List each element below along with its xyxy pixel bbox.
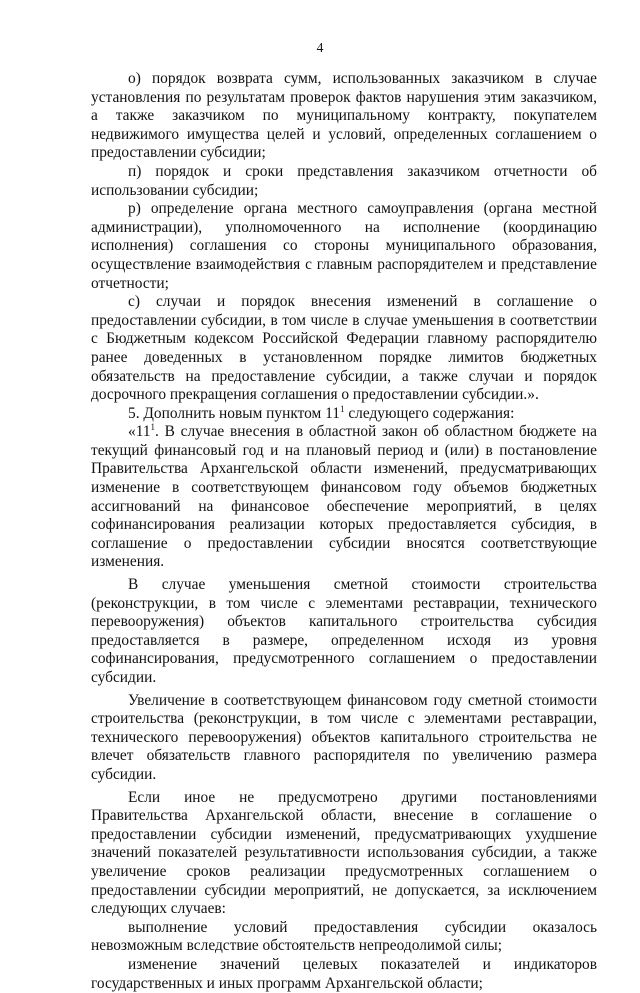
item11-superscript: 1 [150, 422, 156, 433]
item5-text-before: 5. Дополнить новым пунктом 11 [128, 404, 340, 422]
paragraph-item-r: р) определение органа местного самоуправления (органа местной администрации), уполномоченного на исполнение (координацию исполнения) соглашения со стороны муниципального образования, осуществление взаимодействия с главным распорядителем и представление отчетности; [91, 200, 597, 292]
paragraph-program-indicators: изменение значений целевых показателей и индикаторов государственных и иных программ Архангельской области; [91, 955, 597, 992]
paragraph-force-majeure: выполнение условий предоставления субсидии оказалось невозможным вследствие обстоятельств непреодолимой силы; [91, 918, 597, 955]
paragraph-item-11-1 [91, 423, 597, 572]
page-number: 4 [316, 40, 324, 55]
item11-text-before: «11 [128, 423, 151, 441]
item11-text-after: . В случае внесения в областной закон об областном бюджете на текущий финансовый год и на плановый период и (или) в постановление Правительства Архангельской области изменений, предусматривающих изменение в соответствующем финансовом году объемов бюджетных ассигнований на финансовое обеспечение мероприятий, в целях софинансирования реализации которых предоставляется субсидия, в соглашение о предоставлении субсидии вносятся соответствующие изменения. [91, 423, 597, 571]
item5-text-after: следующего содержания: [344, 404, 515, 422]
paragraph-item-o: о) порядок возврата сумм, использованных заказчиком в случае установления по результатам проверок фактов нарушения этим заказчиком, а также заказчиком по муниципальному контракту, покупателем недвижимого имущества целей и условий, определенных соглашением о предоставлении субсидии; [91, 70, 597, 162]
paragraph-cost-decrease: В случае уменьшения сметной стоимости строительства (реконструкции, в том числе с элементами реставрации, технического перевооружения) объектов капитального строительства субсидия предоставляется в размере, определенном исходя из уровня софинансирования, предусмотренного соглашением о предоставлении субсидии. [91, 576, 597, 686]
document-body [91, 70, 597, 993]
paragraph-cost-increase: Увеличение в соответствующем финансовом году сметной стоимости строительства (реконструкции, в том числе с элементами реставрации, технического перевооружения) объектов капитального строительства не влечет обязательств главного распорядителя по увеличению размера субсидии. [91, 691, 597, 783]
paragraph-item-5 [91, 405, 597, 424]
paragraph-item-s: с) случаи и порядок внесения изменений в соглашение о предоставлении субсидии, в том числе в случае уменьшения в соответствии с Бюджетным кодексом Российской Федерации главному распорядителю ранее доведенных в установленном порядке лимитов бюджетных обязательств на предоставление субсидии, а также случаи и порядок досрочного прекращения соглашения о предоставлении субсидии.». [91, 293, 597, 404]
paragraph-item-p: п) порядок и сроки представления заказчиком отчетности об использовании субсидии; [91, 162, 597, 199]
paragraph-amendment-restrictions: Если иное не предусмотрено другими постановлениями Правительства Архангельской области, внесение в соглашение о предоставлении субсидии изменений, предусматривающих ухудшение значений показателей результативности использования субсидии, а также увеличение сроков реализации предусмотренных соглашением о предоставлении субсидии мероприятий, не допускается, за исключением следующих случаев: [91, 788, 597, 918]
item5-superscript: 1 [339, 403, 345, 414]
